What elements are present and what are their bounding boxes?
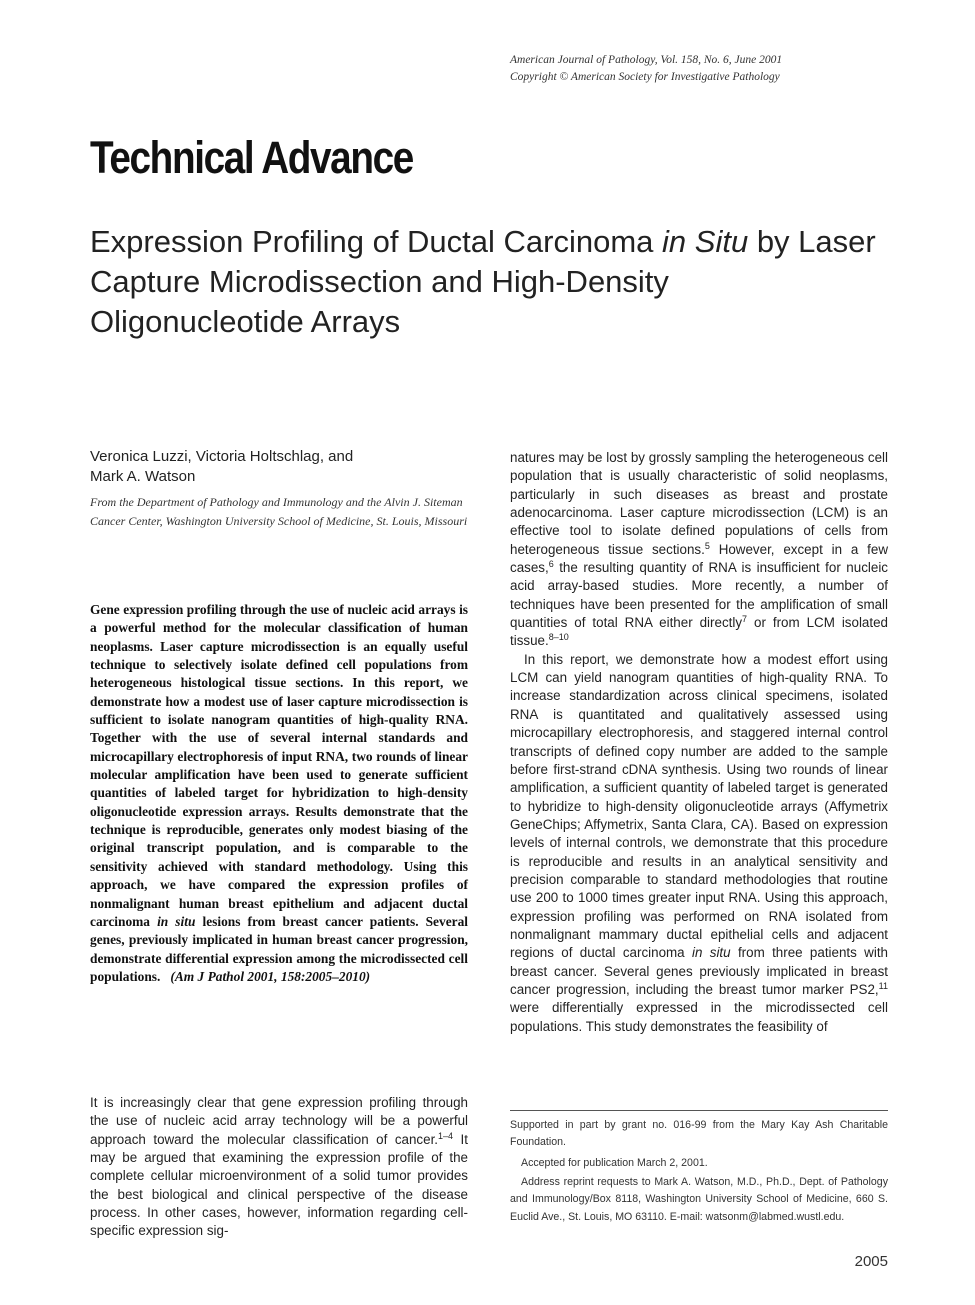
body-italic: in situ: [691, 945, 731, 961]
body-text: natures may be lost by grossly sampling the heterogeneous cell population that is usually characteristic of solid neoplasms, particularly in such diseases as breast and prostate adenocarcinoma. Laser capture microdissection (LCM) is an effective tool to isolate defined populations of cells from heterogeneous tissue sections.: [510, 450, 888, 557]
body-text: However, except in a few cases,: [510, 541, 888, 576]
ref-8-10[interactable]: 8–10: [548, 632, 569, 643]
intro-paragraph: [90, 1094, 468, 1241]
body-paragraph-1: [510, 449, 888, 651]
body-text: from three patients with breast cancer. Several genes previously implicated in breast cancer progression, including the breast tumor marker PS2,: [510, 945, 888, 997]
journal-header: [510, 52, 910, 86]
author-list: [90, 447, 420, 487]
intro-ref-1[interactable]: 1–4: [438, 1130, 454, 1141]
abstract-italic: in situ: [157, 913, 196, 929]
section-kicker: Technical Advance: [90, 132, 413, 183]
footnote-reprint: Address reprint requests to Mark A. Watson, M.D., Ph.D., Dept. of Pathology and Immunology/Box 8118, Washington University School of Medicine, 660 S. Euclid Ave., St. Louis, MO 63110. E-mail: watsonm@labmed.wustl.edu.: [510, 1176, 888, 1223]
body-column-right: [510, 449, 888, 1036]
ref-7[interactable]: 7: [742, 614, 748, 625]
body-paragraph-2: [510, 651, 888, 1036]
ref-5[interactable]: 5: [704, 540, 710, 551]
ref-11[interactable]: 11: [878, 980, 888, 991]
abstract-text-b: lesions from breast cancer patients. Several genes, previously implicated in human breast cancer progression, demonstrate differential expression among the microdissected cell populations.: [90, 913, 468, 984]
intro-text-b: It may be argued that examining the expression profile of the complete cellular microenvironment of a solid tumor provides the best biological and clinical perspective of the disease process. In other cases, however, information regarding cell-specific expression sig-: [90, 1131, 468, 1239]
article-title: [90, 222, 890, 342]
abstract-citation: (Am J Pathol 2001, 158:2005–2010): [170, 968, 371, 984]
body-text: In this report, we demonstrate how a modest effort using LCM can yield nanogram quantities of high-quality RNA. To increase standardization across clinical specimens, isolated RNA is quantitated and qualitatively assessed using microcapillary electrophoresis, and staggered internal control transcripts of defined copy number are added to the sample before first-strand cDNA synthesis. Using two rounds of linear amplification, a sufficient quantity of labeled target is generated to hybridize to high-density oligonucleotide arrays (Affymetrix GeneChips; Affymetrix, Santa Clara, CA). Based on expression levels of internal controls, we demonstrate that this procedure is reproducible and results in an analytical sensitivity and precision comparable to standard methodologies that routine use 200 to 1000 times greater input RNA. Using this approach, expression profiling was performed on RNA isolated from nonmalignant mammary ductal epithelial cells and adjacent regions of ductal carcinoma: [510, 651, 888, 961]
title-part-2: by Laser Capture Microdissection and High-Density Oligonucleotide Arrays: [90, 224, 876, 339]
copyright-line: Copyright © American Society for Investigative Pathology: [510, 71, 780, 83]
footnote-accepted: Accepted for publication March 2, 2001.: [521, 1157, 708, 1169]
title-part-1: Expression Profiling of Ductal Carcinoma: [90, 224, 663, 259]
page-number: 2005: [854, 1253, 888, 1270]
footnote-divider: [510, 1110, 888, 1111]
abstract: [90, 601, 468, 986]
body-text: or from LCM isolated tissue.: [510, 615, 888, 649]
journal-citation-line: American Journal of Pathology, Vol. 158, No. 6, June 2001: [510, 54, 783, 66]
intro-text-a: It is increasingly clear that gene expression profiling through the use of nucleic acid array technology will be a powerful approach toward the molecular classification of cancer.: [90, 1095, 468, 1147]
footnote-support: Supported in part by grant no. 016-99 from the Mary Kay Ash Charitable Foundation.: [510, 1119, 888, 1149]
body-text: the resulting quantity of RNA is insufficient for nucleic acid array-based studies. More recently, a number of techniques have been presented for the amplification of small quantities of total RNA either directly: [510, 560, 888, 631]
body-text: were differentially expressed in the microdissected cell populations. This study demonstrates the feasibility of: [510, 1000, 888, 1034]
authors-line-1: Veronica Luzzi, Victoria Holtschlag, and: [90, 448, 354, 465]
authors-line-2: Mark A. Watson: [90, 468, 196, 485]
title-italic: in Situ: [662, 224, 749, 259]
affiliation: From the Department of Pathology and Immunology and the Alvin J. Siteman Cancer Center, Washington University School of Medicine, St. Louis, Missouri: [90, 495, 468, 528]
ref-6[interactable]: 6: [548, 559, 554, 570]
abstract-text-a: Gene expression profiling through the use of nucleic acid arrays is a powerful method for the molecular classification of human neoplasms. Laser capture microdissection is an equally useful technique to selectively isolate defined cell populations from heterogeneous histological tissue sections. In this report, we demonstrate how a modest use of laser capture microdissection is sufficient to isolate nanogram quantities of high-quality RNA. Together with the use of several internal standards and microcapillary electrophoresis of input RNA, two rounds of linear molecular amplification have been used to generate sufficient quantities of labeled target for hybridization to high-density oligonucleotide expression arrays. Results demonstrate that the technique is reproducible, generates only modest biasing of the original transcript population, and is comparable to the sensitivity achieved with standard methodology. Using this approach, we have compared the expression profiles of nonmalignant human breast epithelium and adjacent ductal carcinoma: [90, 602, 468, 929]
